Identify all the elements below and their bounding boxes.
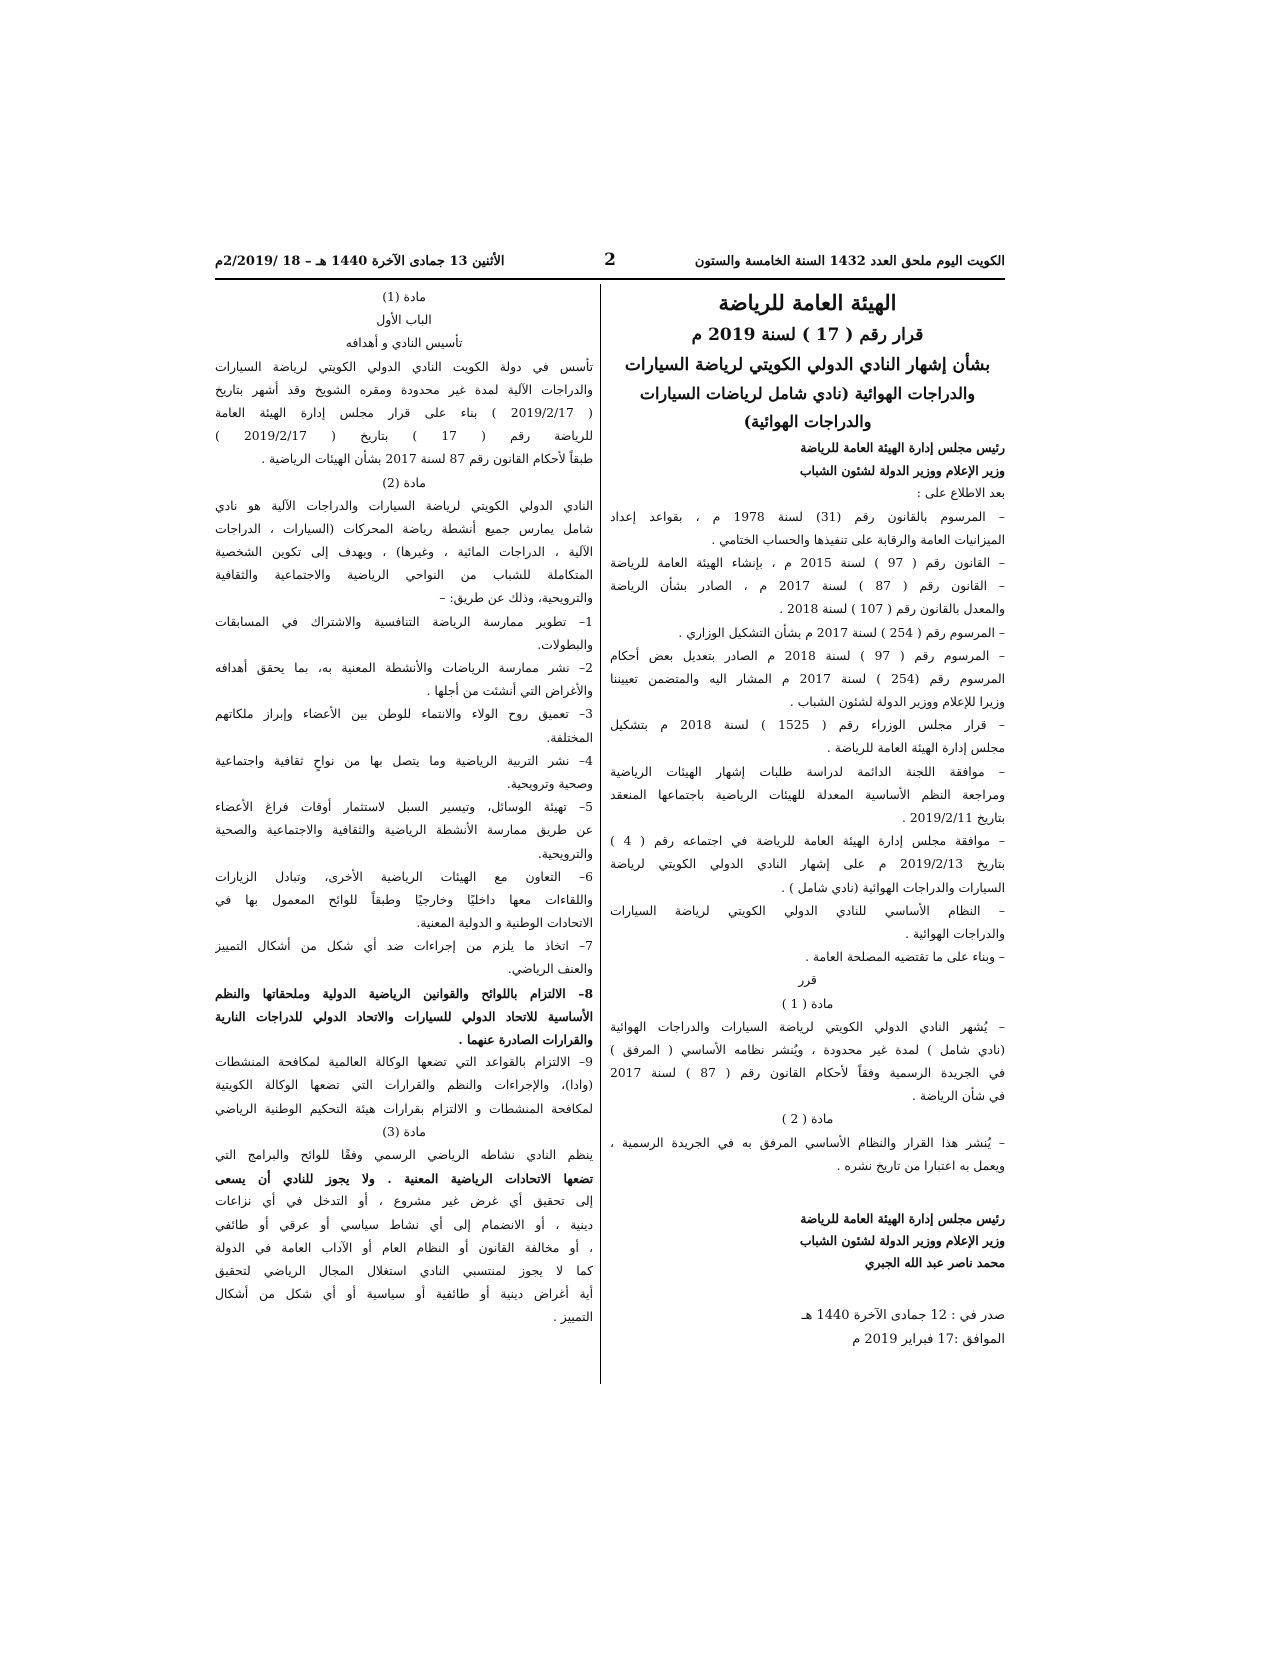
recital-line: مجلس إدارة الهيئة العامة للرياضة . <box>826 741 1005 756</box>
article-line: المختلفة. <box>546 730 593 745</box>
recital-line: الميزانيات العامة والرقابة على تنفيذها والحساب الختامي . <box>711 532 1005 547</box>
article-line: والعنف الرياضي. <box>507 962 593 977</box>
article-title: مادة ( 1 ) <box>781 996 834 1011</box>
signature-name: محمد ناصر عبد الله الجبري <box>864 1255 1005 1270</box>
article-line: تأسس في دولة الكويت النادي الدولي الكويتي لرياضة السيارات <box>215 359 593 374</box>
article-line: (وادا)، والإجراءات والنظم والقرارات التي تضعها الوكالة الكويتية <box>215 1078 593 1093</box>
decided-heading: قرر <box>798 973 817 988</box>
recital-line: – وبناء على ما تقتضيه المصلحة العامة . <box>805 950 1005 965</box>
article-line: – يُشهر النادي الدولي الكويتي لرياضة السيارات والدراجات الهوائية <box>610 1019 1005 1034</box>
issuer-line: وزير الإعلام ووزير الدولة لشئون الشباب <box>799 463 1005 479</box>
header-date: الأثنين 13 جمادى الآخرة 1440 هـ – 18 /2/2019م <box>215 254 505 269</box>
chapter-title: الباب الأول <box>376 313 432 328</box>
article-line: في شأن الرياضة . <box>912 1089 1005 1104</box>
decision-subject-line: والدراجات الهوائية) <box>743 412 872 431</box>
recital-line: – القانون رقم ( 97 ) لسنة 2015 م ، بإنشاء الهيئة العامة للرياضة <box>610 555 1005 570</box>
article-title: مادة (3) <box>382 1124 426 1139</box>
article-line: 3– تعميق روح الولاء والانتماء للوطن بين الأعضاء وإبراز ملكاتهم <box>215 707 593 722</box>
recital-line: – القانون رقم ( 87 ) لسنة 2017 م ، الصادر بشأن الرياضة <box>610 579 1005 594</box>
article-line: تضعها الاتحادات الرياضية المعنية . ولا يجوز للنادي أن يسعى <box>215 1171 593 1187</box>
header-rule <box>215 278 1005 280</box>
article-line: والبطولات. <box>537 637 593 652</box>
gazette-page <box>215 250 1005 1670</box>
decision-subject-line: والدراجات الهوائية (نادي شامل لرياضات السيارات <box>639 384 976 403</box>
article-line: ، أو مخالفة القانون أو النظام العام أو الآداب العامة في الدولة <box>215 1240 593 1255</box>
recital-line: وزيرا للإعلام ووزير الدولة لشئون الشباب . <box>789 695 1005 710</box>
article-line: والترويحية، وذلك عن طريق: – <box>439 591 593 606</box>
recital-line: ومراجعة النظم الأساسية المعدلة للهيئات الرياضية باجتماعها المنعقد <box>610 787 1005 802</box>
issued-date-gregorian: الموافق :17 فبراير 2019 م <box>852 1332 1005 1347</box>
article-line: أية أغراض دينية أو طائفية أو سياسية أو أي شكل من أشكال <box>215 1287 593 1302</box>
recital-line: بعد الاطلاع على : <box>916 486 1005 501</box>
signature-line: وزير الإعلام ووزير الدولة لشئون الشباب <box>799 1233 1005 1248</box>
article-line: طبقاً لأحكام القانون رقم 87 لسنة 2017 بشأن الهيئات الرياضية . <box>261 452 593 467</box>
recital-line: – موافقة اللجنة الدائمة لدراسة طلبات إشهار الهيئات الرياضية <box>610 764 1005 779</box>
article-line: والترويحية. <box>537 846 593 861</box>
article-line: إلى تحقيق أي غرض غير مشروع ، أو التدخل في أي نزاعات <box>215 1194 593 1209</box>
signature-line: رئيس مجلس إدارة الهيئة العامة للرياضة <box>800 1211 1005 1226</box>
page-number: 2 <box>604 250 616 270</box>
statute-column <box>215 286 593 1329</box>
article-line: ويعمل به اعتبارا من تاريخ نشره . <box>836 1158 1005 1173</box>
article-line: 5– تهيئة الوسائل، وتيسير السبل لاستثمار أوقات فراغ الأعضاء <box>215 800 593 815</box>
recital-line: – موافقة مجلس إدارة الهيئة العامة للرياضة في اجتماعه رقم ( 4 ) <box>610 834 1005 849</box>
article-line: 6– التعاون مع الهيئات الرياضية الأخرى، وتبادل الزيارات <box>215 869 593 884</box>
article-line: والدراجات الآلية لمدة غير محدودة ومقره الشويخ وقد أشهر بتاريخ <box>215 382 593 397</box>
authority-title: الهيئة العامة للرياضة <box>718 290 897 315</box>
page-header <box>215 250 1005 276</box>
recitals <box>610 482 1005 969</box>
article-line: 7– اتخاذ ما يلزم من إجراءات ضد أي شكل من أشكال التمييز <box>215 939 593 954</box>
article-line: 9– الالتزام بالقواعد التي تضعها الوكالة العالمية لمكافحة المنشطات <box>215 1055 593 1070</box>
article-line: 1– تطوير ممارسة الرياضة التنافسية والاشتراك في المسابقات <box>215 614 593 629</box>
decision-column <box>610 286 1005 1352</box>
recital-line: – المرسوم بالقانون رقم (31) لسنة 1978 م ، بقواعد إعداد <box>610 509 1005 524</box>
article-line: والأغراض التي أنشئت من أجلها . <box>426 684 593 699</box>
recital-line: – المرسوم رقم ( 97 ) لسنة 2018 م الصادر بتعديل بعض أحكام <box>610 648 1005 663</box>
article-line: عن طريق ممارسة الأنشطة الرياضية والثقافية والاجتماعية والصحية <box>215 823 593 838</box>
article-line: كما لا يجوز لمنتسبي النادي استغلال المجال الرياضي لتحقيق <box>215 1263 593 1278</box>
recital-line: السيارات والدراجات الهوائية (نادي شامل ) . <box>781 880 1005 895</box>
decision-subject-line: بشأن إشهار النادي الدولي الكويتي لرياضة السيارات <box>624 355 991 375</box>
issuer-line: رئيس مجلس إدارة الهيئة العامة للرياضة <box>800 440 1005 455</box>
recital-line: – النظام الأساسي للنادي الدولي الكويتي لرياضة السيارات <box>610 903 1005 918</box>
recital-line: والدراجات الهوائية . <box>905 926 1005 941</box>
recital-line: بتاريخ 2019/2/13 م على إشهار النادي الدولي الكويتي لرياضة <box>610 857 1005 872</box>
recital-line: – قرار مجلس الوزراء رقم ( 1525 ) لسنة 2018 م بتشكيل <box>610 718 1005 733</box>
issued-date: صدر في : 12 جمادى الآخرة 1440 هـ <box>801 1308 1005 1323</box>
article-line: الأساسية للاتحاد الدولي للسيارات والاتحاد الدولي للدراجات النارية <box>215 1008 593 1024</box>
article-line: شامل يمارس جميع أنشطة رياضة المحركات (السيارات ، الدراجات <box>215 521 593 536</box>
column-divider <box>600 284 601 1384</box>
article-line: دينية ، أو الانضمام إلى أي نشاط سياسي أو عرقي أو طائفي <box>215 1217 593 1232</box>
article-title: مادة (2) <box>382 475 426 490</box>
article-line: النادي الدولي الكويتي لرياضة السيارات والدراجات الآلية هو نادي <box>215 498 593 513</box>
article-line: المتكاملة للشباب من النواحي الرياضية والاجتماعية والثقافية <box>215 568 593 583</box>
article-title: مادة (1) <box>382 290 426 304</box>
article-line: (نادي شامل ) لمدة غير محدودة ، ويُنشر نظامه الأساسي ( المرفق ) <box>610 1042 1005 1057</box>
article-line: في الجريدة الرسمية وفقاً لأحكام القانون رقم ( 87 ) لسنة 2017 <box>610 1066 1005 1081</box>
article-line: 2– نشر ممارسة الرياضات والأنشطة المعنية به، بما يحقق أهدافه <box>215 661 593 675</box>
article-line: 4– نشر التربية الرياضية وما يتصل بها من نواحٍ ثقافية واجتماعية <box>215 753 593 768</box>
article-title: مادة ( 2 ) <box>781 1112 834 1127</box>
article-line: التمييز . <box>552 1310 593 1325</box>
article-line: وصحية وترويحية. <box>506 776 593 791</box>
article-line: 8– الالتزام باللوائح والقوانين الرياضية الدولية وملحقاتها والنظم <box>215 985 593 1001</box>
article-line: – يُنشر هذا القرار والنظام الأساسي المرفق به في الجريدة الرسمية ، <box>610 1135 1005 1150</box>
article-line: للرياضة رقم ( 17 ) بتاريخ ( 2019/2/17 ) <box>215 429 593 444</box>
article-line: الاتحادات الوطنية و الدولية المعنية. <box>416 916 593 931</box>
article-line: والقرارات الصادرة عنهما . <box>458 1032 593 1047</box>
article-line: لمكافحة المنشطات و الالتزام بقرارات هيئة التحكيم الوطنية الرياضي <box>215 1101 593 1116</box>
recital-line: المرسوم رقم (254 ) لسنة 2017 م المشار اليه والمتضمن تعييننا <box>610 671 1005 686</box>
recital-line: بتاريخ 2019/2/11 . <box>902 811 1005 825</box>
article-line: ينظم النادي نشاطه الرياضي الرسمي وفقًا للوائح والبرامج التي <box>215 1147 593 1162</box>
header-issue-info: الكويت اليوم ملحق العدد 1432 السنة الخامسة والستون <box>694 254 1005 269</box>
article-line: واللقاءات معها داخليًا وخارجيًا وطبقاً للوائح المعمول بها في <box>215 892 593 907</box>
chapter-subtitle: تأسيس النادي و أهدافه <box>345 336 463 351</box>
article-line: ( 2019/2/17 ) بناء على قرار مجلس إدارة الهيئة العامة <box>215 405 593 420</box>
decision-number: قرار رقم ( 17 ) لسنة 2019 م <box>691 325 924 345</box>
recital-line: – المرسوم رقم ( 254 ) لسنة 2017 م بشأن التشكيل الوزاري . <box>678 625 1005 640</box>
article-line: الآلية ، الدراجات المائية ، وغيرها) ، ويهدف إلى تكوين الشخصية <box>215 545 593 560</box>
recital-line: والمعدل بالقانون رقم ( 107 ) لسنة 2018 . <box>779 602 1005 617</box>
